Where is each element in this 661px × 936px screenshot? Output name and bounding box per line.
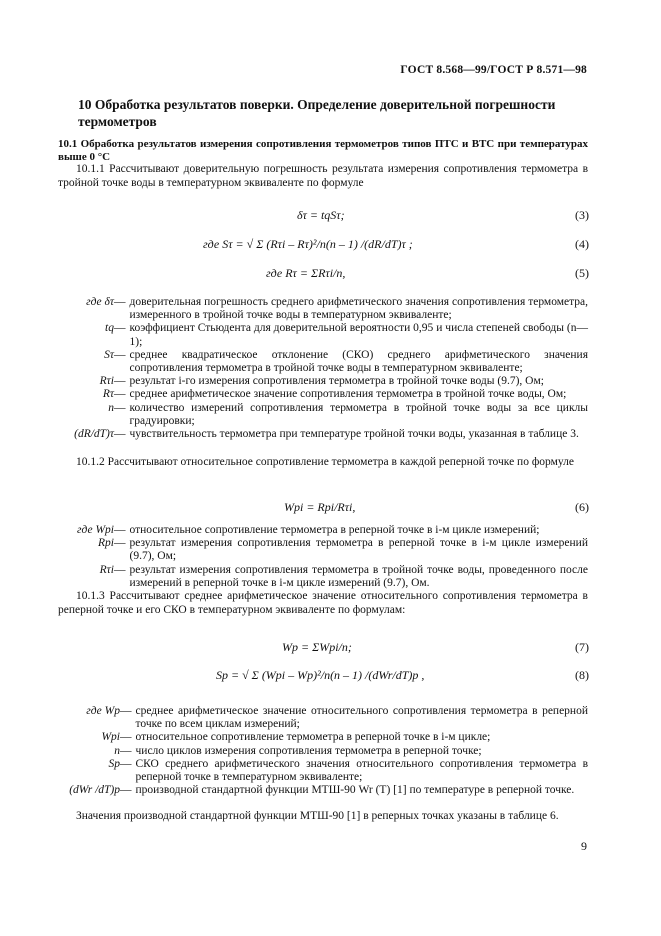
equation-7: Wр = ΣWрi/n;	[282, 640, 352, 654]
equation-4-number: (4)	[575, 237, 589, 251]
definition-text: результат измерения сопротивления термометра в тройной точке воды, проведенного после измерений в реперной точке в i-м цикле измерений (9.7), Ом.	[129, 563, 588, 589]
definition-row: Wрi — относительное сопротивление термометра в реперной точке в i-м цикле;	[58, 731, 588, 744]
paragraph-10-1-2	[58, 456, 588, 470]
definition-text: среднее арифметическое значение относительного сопротивления термометра в реперной точке по всем циклам измерений;	[135, 705, 588, 731]
paragraph-10-1-1	[58, 163, 588, 190]
definition-text: коэффициент Стьюдента для доверительной вероятности 0,95 и числа степеней свободы (n—1);	[129, 322, 588, 348]
definition-row: где Wрi — относительное сопротивление термометра в реперной точке в i-м цикле измерений;	[58, 524, 588, 537]
definition-row: Rτi — результат измерения сопротивления термометра в тройной точке воды, проведенного после измерений в реперной точке в i-м цикле измерений (9.7), Ом.	[58, 564, 588, 590]
definition-row: Rрi — результат измерения сопротивления термометра в реперной точке в i-м цикле измерений (9.7), Ом;	[58, 537, 588, 563]
equation-5-number: (5)	[575, 266, 589, 280]
paragraph-10-1-3	[58, 590, 588, 617]
equation-8: Sр = √ Σ (Wрi – Wр)²/n(n – 1) /(dWr/dT)р ,	[216, 668, 425, 682]
equation-6: Wрi = Rрi/Rτi,	[284, 500, 356, 514]
equation-4: где Sτ = √ Σ (Rτi – Rτ)²/n(n – 1) /(dR/dT)τ ;	[203, 237, 413, 251]
definition-text: количество измерений сопротивления термометра в тройной точке воды за все циклы градуировки;	[129, 401, 588, 427]
definition-text: чувствительность термометра при температуре тройной точки воды, указанная в таблице 3.	[129, 428, 579, 441]
definition-row: n — число циклов измерения сопротивления термометра в реперной точке;	[58, 745, 588, 758]
definition-symbol: где δτ	[86, 296, 114, 308]
equation-8-number: (8)	[575, 668, 589, 682]
definition-text: относительное сопротивление термометра в реперной точке в i-м цикле измерений;	[129, 524, 540, 536]
definition-text: результат измерения сопротивления термометра в реперной точке в i-м цикле измерений (9.7), Ом;	[129, 537, 588, 563]
definition-symbol: Rτ	[102, 388, 114, 401]
definition-text: результат i-го измерения сопротивления термометра в тройной точке воды (9.7), Ом;	[129, 375, 544, 388]
definition-text: относительное сопротивление термометра в реперной точке в i-м цикле;	[135, 731, 491, 744]
equation-6-number: (6)	[575, 500, 589, 514]
definitions-list-2	[58, 524, 588, 590]
definition-symbol: (dWr /dT)р	[69, 784, 120, 797]
definitions-list-1	[58, 296, 588, 441]
paragraph-text: 10.1.1 Рассчитывают доверительную погрешность результата измерения сопротивления термометра в тройной точке воды в температурном эквиваленте по формуле	[58, 163, 588, 189]
definition-row: Rτi — результат i-го измерения сопротивления термометра в тройной точке воды (9.7), Ом;	[58, 375, 588, 388]
paragraph-closing	[58, 810, 588, 824]
paragraph-text: 10.1.3 Рассчитывают среднее арифметическое значение относительного сопротивления термометра в реперной точке и его СКО в температурном эквиваленте по формулам:	[58, 590, 588, 616]
definition-row: (dR/dT)τ — чувствительность термометра при температуре тройной точки воды, указанная в таблице 3.	[58, 428, 588, 441]
subsection-title: 10.1 Обработка результатов измерения сопротивления термометров типов ПТС и ВТС при температурах выше 0 °С	[58, 138, 588, 163]
definition-row: n — количество измерений сопротивления термометра в тройной точке воды за все циклы градуировки;	[58, 402, 588, 428]
paragraph-text: 10.1.2 Рассчитывают относительное сопротивление термометра в каждой реперной точке по формуле	[76, 456, 574, 468]
definition-row: где δτ — доверительная погрешность среднего арифметического значения сопротивления термометра, измеренного в тройной точке воды в температурном эквиваленте;	[58, 296, 588, 322]
equation-7-number: (7)	[575, 640, 589, 654]
definition-symbol: где Wр	[86, 705, 120, 717]
definition-symbol: Sτ	[104, 348, 114, 361]
definition-text: среднее арифметическое значение сопротивления термометра в тройной точке воды, Ом;	[129, 388, 567, 401]
definition-text: число циклов измерения сопротивления термометра в реперной точке;	[135, 744, 482, 757]
definitions-list-3	[58, 705, 588, 797]
definition-symbol: n	[108, 401, 114, 414]
definition-row: tq — коэффициент Стьюдента для доверительной вероятности 0,95 и числа степеней свободы (n—1);	[58, 322, 588, 348]
definition-symbol: tq	[105, 322, 114, 335]
equation-3-number: (3)	[575, 208, 589, 222]
definition-symbol: Rτi	[99, 375, 114, 388]
definition-row: (dWr /dT)р — производной стандартной функции МТШ-90 Wr (T) [1] по температуре в реперной точке.	[58, 784, 588, 797]
definition-symbol: где Wрi	[77, 524, 114, 536]
definition-row: Sτ — среднее квадратическое отклонение (СКО) среднего арифметического значения сопротивления термометра в тройной точке воды в температурном эквиваленте;	[58, 349, 588, 375]
equation-3: δτ = tqSτ;	[297, 208, 345, 222]
definition-symbol: Rрi	[98, 537, 114, 550]
definition-symbol: Rτi	[99, 563, 114, 576]
definition-row: где Wр — среднее арифметическое значение относительного сопротивления термометра в реперной точке по всем циклам измерений;	[58, 705, 588, 731]
definition-text: доверительная погрешность среднего арифметического значения сопротивления термометра, измеренного в тройной точке воды в температурном эквиваленте;	[129, 296, 588, 322]
definition-symbol: (dR/dT)τ	[74, 428, 114, 441]
definition-row: Sр — СКО среднего арифметического значения относительного сопротивления термометра в реперной точке в температурном эквиваленте;	[58, 758, 588, 784]
page-number: 9	[581, 839, 587, 853]
definition-symbol: n	[114, 744, 120, 757]
section-title: 10 Обработка результатов поверки. Определение доверительной погрешности термометров	[78, 97, 556, 129]
equation-5: где Rτ = ΣRτi/n,	[266, 266, 346, 280]
paragraph-text: Значения производной стандартной функции МТШ-90 [1] в реперных точках указаны в таблице 6.	[76, 810, 559, 822]
definition-text: среднее квадратическое отклонение (СКО) среднего арифметического значения сопротивления термометра в тройной точке воды в температурном эквиваленте;	[129, 348, 588, 375]
definition-row: Rτ — среднее арифметическое значение сопротивления термометра в тройной точке воды, Ом;	[58, 388, 588, 401]
definition-text: СКО среднего арифметического значения относительного сопротивления термометра в реперной точке в температурном эквиваленте;	[135, 757, 588, 784]
definition-symbol: Wрi	[101, 731, 120, 744]
definition-symbol: Sр	[108, 757, 120, 770]
definition-text: производной стандартной функции МТШ-90 Wr (T) [1] по температуре в реперной точке.	[135, 784, 575, 797]
page-header: ГОСТ 8.568—99/ГОСТ Р 8.571—98	[400, 64, 587, 76]
